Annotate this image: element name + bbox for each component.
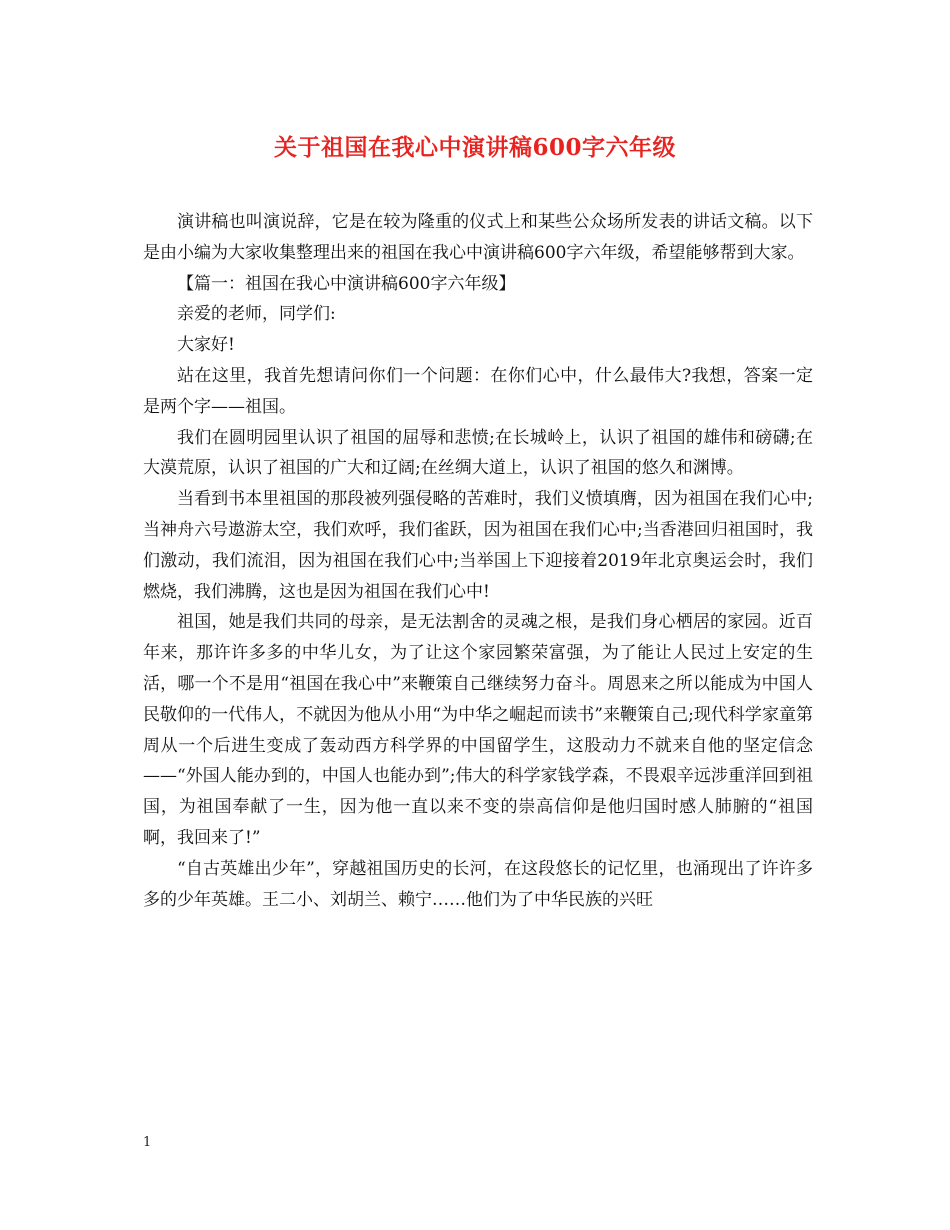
paragraph-history: 我们在圆明园里认识了祖国的屈辱和悲愤;在长城岭上，认识了祖国的雄伟和磅礴;在大漠荒原，认识了祖国的广大和辽阔;在丝绸大道上，认识了祖国的悠久和渊博。 xyxy=(143,427,813,479)
paragraph-question: 站在这里，我首先想请问你们一个问题：在你们心中，什么最伟大?我想，答案一定是两个字——祖国。 xyxy=(143,365,813,417)
page-number: 1 xyxy=(143,1135,152,1150)
paragraph-motherland: 祖国，她是我们共同的母亲，是无法割舍的灵魂之根，是我们身心栖居的家园。近百年来，那许许多多的中华儿女，为了让这个家园繁荣富强，为了能让人民过上安定的生活，哪一个不是用“祖国在我心中”来鞭策自己继续努力奋斗。周恩来之所以能成为中国人民敬仰的一代伟人，不就因为他从小用“为中华之崛起而读书”来鞭策自己;现代科学家童第周从一个后进生变成了轰动西方科学界的中国留学生，这股动力不就来自他的坚定信念——“外国人能办到的，中国人也能办到”;伟大的科学家钱学森，不畏艰辛远涉重洋回到祖国，为祖国奉献了一生，因为他一直以来不变的崇高信仰是他归国时感人肺腑的“祖国啊，我回来了!” xyxy=(143,612,813,848)
paragraph-intro: 演讲稿也叫演说辞，它是在较为隆重的仪式上和某些公众场所发表的讲话文稿。以下是由小编为大家收集整理出来的祖国在我心中演讲稿600字六年级，希望能够帮到大家。 xyxy=(143,212,813,263)
document-body xyxy=(143,207,813,915)
paragraph-in-our-hearts: 当看到书本里祖国的那段被列强侵略的苦难时，我们义愤填膺，因为祖国在我们心中;当神舟六号遨游太空，我们欢呼，我们雀跃，因为祖国在我们心中;当香港回归祖国时，我们激动，我们流泪，因为祖国在我们心中;当举国上下迎接着2019年北京奥运会时，我们燃烧，我们沸腾，这也是因为祖国在我们心中! xyxy=(143,489,813,602)
paragraph-greeting: 大家好! xyxy=(177,335,235,356)
paragraph-salutation: 亲爱的老师，同学们: xyxy=(177,304,336,325)
paragraph-section-heading: 【篇一：祖国在我心中演讲稿600字六年级】 xyxy=(177,273,516,294)
document-title: 关于祖国在我心中演讲稿600字六年级 xyxy=(273,134,676,161)
paragraph-young-heroes: “自古英雄出少年”，穿越祖国历史的长河，在这段悠长的记忆里，也涌现出了许许多多的少年英雄。王二小、刘胡兰、赖宁……他们为了中华民族的兴旺 xyxy=(143,858,813,910)
